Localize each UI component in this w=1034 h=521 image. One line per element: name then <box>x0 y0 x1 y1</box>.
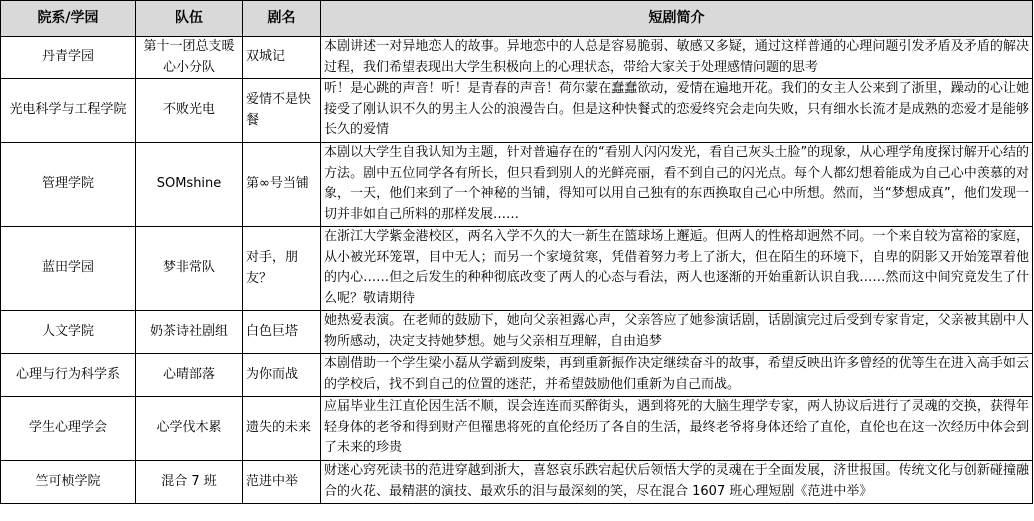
synopsis-cell: 财迷心窍死读书的范进穿越到浙大，喜怒哀乐跌宕起伏后领悟大学的灵魂在于全面发展，济世报国。传统文化与创新碰撞融合的火花、最精湛的演技、最欢乐的泪与最深刻的笑，尽在混合 1607 班心理短剧《范进中举》 <box>321 461 1033 504</box>
college-cell: 人文学院 <box>1 311 136 354</box>
title-cell: 白色巨塔 <box>243 311 321 354</box>
team-cell: 奶茶诗社剧组 <box>136 311 243 354</box>
synopsis-cell: 本剧讲述一对异地恋人的故事。异地恋中的人总是容易脆弱、敏感又多疑，通过这样普通的心理问题引发矛盾及矛盾的解决过程，我们希望表现出大学生积极向上的心理状态，带给大家关于处理感情问题的思考 <box>321 37 1033 79</box>
header-synopsis: 短剧简介 <box>321 1 1033 37</box>
table-header-row <box>1 1 1033 37</box>
title-cell: 范进中举 <box>243 461 321 504</box>
team-cell: SOMshine <box>136 143 243 227</box>
college-cell: 心理与行为科学系 <box>1 354 136 397</box>
title-cell: 第∞号当铺 <box>243 143 321 227</box>
table-row <box>1 397 1033 461</box>
college-cell: 光电科学与工程学院 <box>1 79 136 143</box>
college-cell: 管理学院 <box>1 143 136 227</box>
title-cell: 为你而战 <box>243 354 321 397</box>
synopsis-cell: 应届毕业生江直伦因生活不顺，误会连连而买醉街头，遇到将死的大脑生理学专家，两人协议后进行了灵魂的交换，获得年轻身体的老爷和得到财产但罹患将死的直伦经历了各自的生活，最终老爷将身体还给了直伦，直伦也在这一次经历中体会到了未来的珍贵 <box>321 397 1033 461</box>
table-row <box>1 79 1033 143</box>
team-cell: 第十一团总支暖心小分队 <box>136 37 243 79</box>
college-cell: 丹青学园 <box>1 37 136 79</box>
team-cell: 不败光电 <box>136 79 243 143</box>
synopsis-cell: 她热爱表演。在老师的鼓励下，她向父亲袒露心声，父亲答应了她参演话剧，话剧演完过后受到专家肯定，父亲被其剧中人物所感动，决定支持她梦想。她与父亲相互理解，自由追梦 <box>321 311 1033 354</box>
team-cell: 心学伐木累 <box>136 397 243 461</box>
table-row <box>1 354 1033 397</box>
table-row <box>1 227 1033 311</box>
synopsis-cell: 听！是心跳的声音！听！是青春的声音！荷尔蒙在蠢蠢欲动，爱情在遍地开花。我们的女主人公来到了浙里，躁动的心让她接受了刚认识不久的男主人公的浪漫告白。但是这种快餐式的恋爱终究会走向失败，只有细水长流才是成熟的恋爱才是能够长久的爱情 <box>321 79 1033 143</box>
college-cell: 蓝田学园 <box>1 227 136 311</box>
title-cell: 双城记 <box>243 37 321 79</box>
college-cell: 竺可桢学院 <box>1 461 136 504</box>
synopsis-cell: 本剧借助一个学生梁小磊从学霸到废柴，再到重新振作决定继续奋斗的故事，希望反映出许多曾经的优等生在进入高手如云的学校后，找不到自己的位置的迷茫，并希望鼓励他们重新为自己而战。 <box>321 354 1033 397</box>
table-row <box>1 311 1033 354</box>
header-title: 剧名 <box>243 1 321 37</box>
header-college: 院系/学园 <box>1 1 136 37</box>
college-cell: 学生心理学会 <box>1 397 136 461</box>
team-cell: 混合 7 班 <box>136 461 243 504</box>
table-row <box>1 143 1033 227</box>
synopsis-cell: 本剧以大学生自我认知为主题，针对普遍存在的“看别人闪闪发光，看自己灰头土脸”的现象，从心理学角度探讨解开心结的方法。剧中五位同学各有所长，但只看到别人的光鲜亮丽，看不到自己的闪光点。每个人都幻想着能成为自己心中羡慕的对象，一天，他们来到了一个神秘的当铺，得知可以用自己独有的东西换取自己心中所想。然而，当“梦想成真”，他们发现一切并非如自己所料的那样发展…… <box>321 143 1033 227</box>
team-cell: 心晴部落 <box>136 354 243 397</box>
table-row <box>1 461 1033 504</box>
table-row <box>1 37 1033 79</box>
title-cell: 对手，朋友？ <box>243 227 321 311</box>
header-team: 队伍 <box>136 1 243 37</box>
title-cell: 爱情不是快餐 <box>243 79 321 143</box>
title-cell: 遗失的未来 <box>243 397 321 461</box>
synopsis-cell: 在浙江大学紫金港校区，两名入学不久的大一新生在篮球场上邂逅。但两人的性格却迥然不同。一个来自较为富裕的家庭，从小被光环笼罩，目中无人；而另一个家境贫寒，凭借着努力考上了浙大，但在陌生的环境下，自卑的阴影又开始笼罩着他的内心……但之后发生的种种彻底改变了两人的心态与看法，两人也逐渐的开始重新认识自我……然而这中间究竟发生了什么呢？敬请期待 <box>321 227 1033 311</box>
team-cell: 梦非常队 <box>136 227 243 311</box>
